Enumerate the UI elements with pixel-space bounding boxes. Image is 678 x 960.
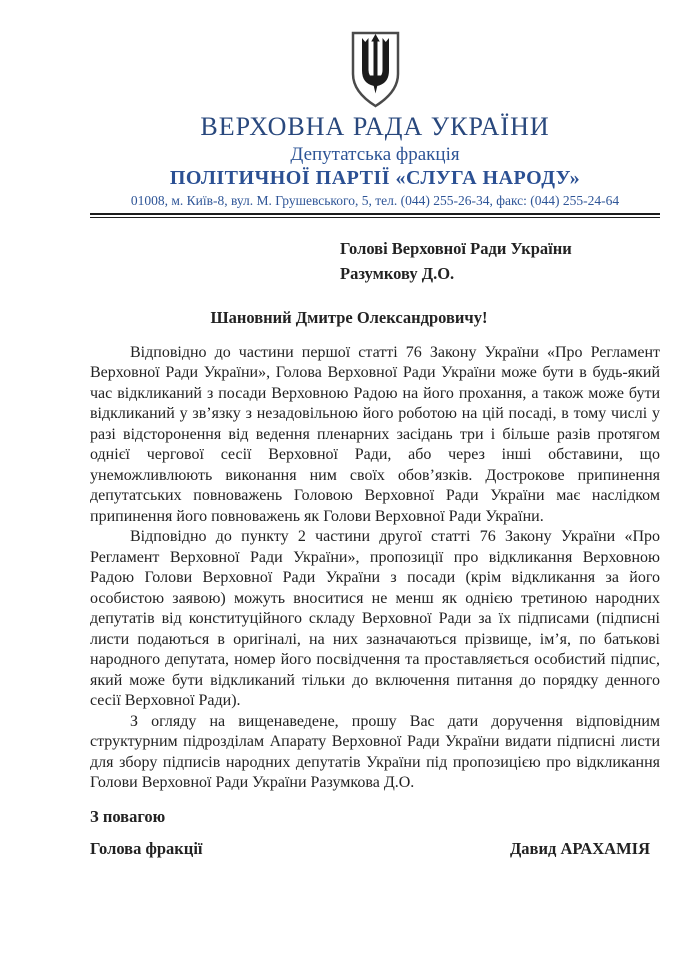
signer-position: Голова фракції <box>90 838 203 858</box>
signer-name: Давид АРАХАМІЯ <box>509 838 650 858</box>
recipient-title: Голові Верховної Ради України <box>340 238 572 258</box>
faction-subtitle: Депутатська фракція <box>290 143 460 165</box>
letterhead <box>90 30 660 218</box>
separator-thin-line <box>90 217 660 218</box>
recipient-block <box>340 236 660 286</box>
salutation: Шановний Дмитре Олександровичу! <box>210 307 488 327</box>
paragraph-1: Відповідно до частини першої статті 76 Закону України «Про Регламент Верховної Ради України», Голова Верховної Ради України може бути в будь-який час відкликаний з посади Верховною Радою на його прохання, а також може бути відкликаний у зв’язку з незадовільною його роботою на цій посаді, в тому числі у разі відсторонення від ведення пленарних засідань три і більше разів протягом однієї чергової сесії Верховної Ради, або через інші обставини, що унеможливлюють виконання ним своїх обов’язків. Дострокове припинення депутатських повноважень Головою Верховної Ради України має наслідком припинення його повноважень як Голови Верховної Ради України. <box>90 343 660 525</box>
paragraph-3: З огляду на вищенаведене, прошу Вас дати доручення відповідним структурним підрозділам Апарату Верховної Ради України видати підписні листи для збору підписів народних депутатів України під пропозицією про відкликання Голови Верховної Ради України Разумкова Д.О. <box>90 712 660 792</box>
separator-thick-line <box>90 213 660 216</box>
recipient-name: Разумкову Д.О. <box>340 263 455 283</box>
signature-row <box>90 839 660 859</box>
tryzub-emblem-icon <box>348 30 403 110</box>
party-name: ПОЛІТИЧНОЇ ПАРТІЇ «СЛУГА НАРОДУ» <box>169 166 581 189</box>
closing-regards: З повагою <box>90 806 166 826</box>
separator-line <box>90 213 660 218</box>
address-line: 01008, м. Київ-8, вул. М. Грушевського, 5, тел. (044) 255-26-34, факс: (044) 255-24-64 <box>130 192 620 208</box>
letter-body <box>90 343 660 794</box>
paragraph-2: Відповідно до пункту 2 частини другої статті 76 Закону України «Про Регламент Верховної Ради України», пропозиції про відкликання Верховною Радою Голови Верховної Ради України з посади (крім відкликання за його особистою заявою) можуть вноситися не менш як однією третиною народних депутатів від конституційного складу Верховної Ради за їх підписами (підписні листи подаються в оригіналі, на них зазначаються прізвище, ім’я, по батькові народного депутата, номер його посвідчення та проставляється особистий підпис, який може бути відкликаний тільки до включення питання до порядку денного сесії Верховної Ради). <box>90 528 660 710</box>
org-title: ВЕРХОВНА РАДА УКРАЇНИ <box>200 112 550 141</box>
